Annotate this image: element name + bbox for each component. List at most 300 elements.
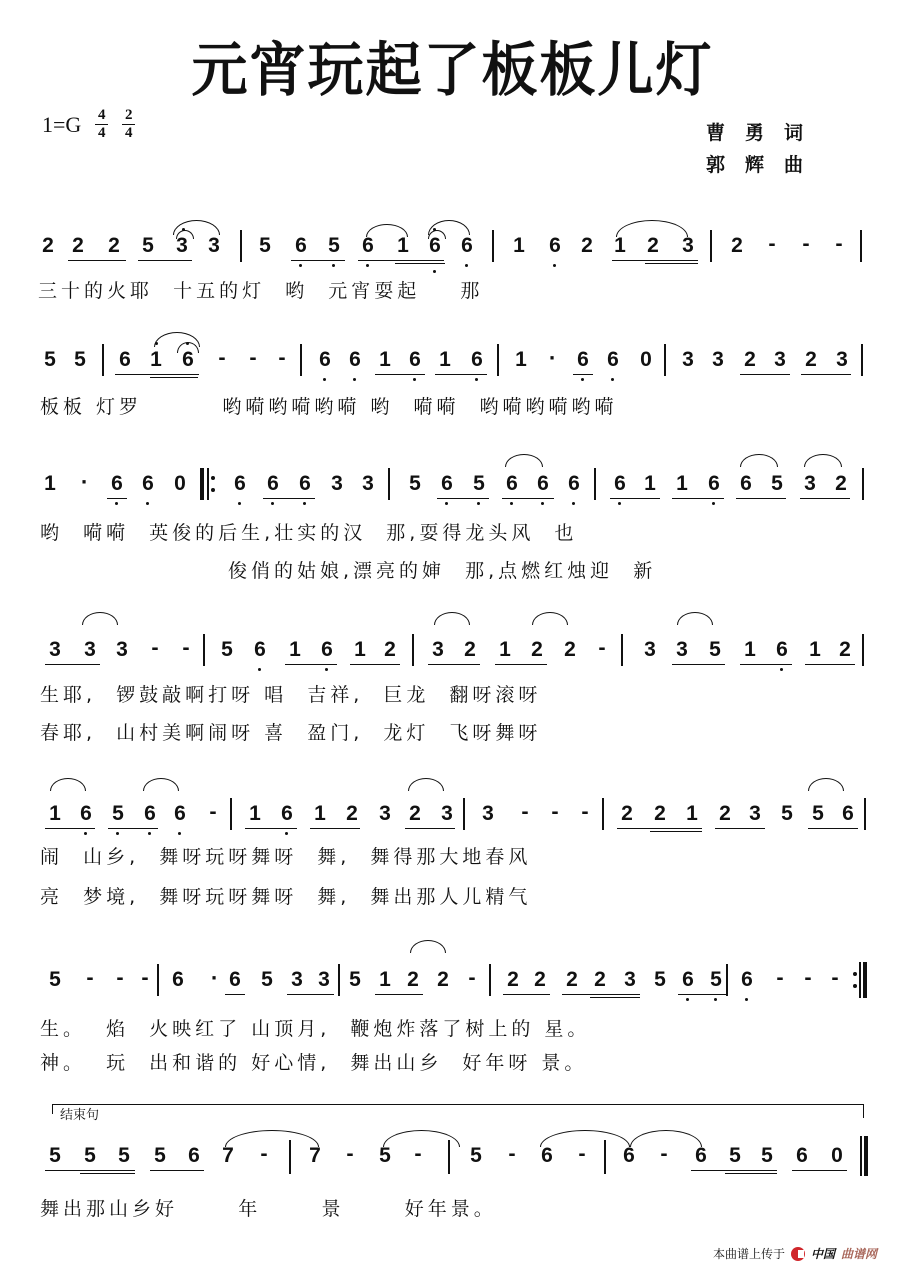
lyrics-verse-1: 哟 嗬嗬 英俊的后生,壮实的汉 那,耍得龙头风 也 xyxy=(40,522,578,544)
octave-dot xyxy=(238,502,241,505)
note: 2 xyxy=(621,802,633,825)
note: 5 xyxy=(781,802,793,825)
note: 6 xyxy=(229,968,241,991)
note: 5 xyxy=(49,968,61,991)
beam-underline xyxy=(617,828,702,829)
note-extension: - xyxy=(218,348,226,369)
beam-underline xyxy=(287,994,334,995)
key-signature xyxy=(42,108,135,141)
beam-underline xyxy=(350,664,400,665)
note-extension: - xyxy=(249,348,257,369)
note: 3 xyxy=(432,638,444,661)
note: 5 xyxy=(761,1144,773,1167)
beam-underline xyxy=(45,828,95,829)
note: 2 xyxy=(839,638,851,661)
key-label: 1=G xyxy=(42,111,82,137)
barline xyxy=(710,230,712,262)
note: 3 xyxy=(682,348,694,371)
note: 3 xyxy=(836,348,848,371)
note: 6 xyxy=(267,472,279,495)
note: 6 xyxy=(776,638,788,661)
octave-dot xyxy=(572,502,575,505)
note: 6 xyxy=(172,968,184,991)
lyrics-verse-2: 亮 梦境, 舞呀玩呀舞呀 舞, 舞出那人儿精气 xyxy=(40,886,532,908)
note: 5 xyxy=(470,1144,482,1167)
note-extension: - xyxy=(116,968,124,989)
time-signature-2-4: $\frac{2}{4}$ xyxy=(122,108,135,141)
barline xyxy=(203,634,205,666)
octave-dot xyxy=(285,832,288,835)
note: 0 xyxy=(640,348,652,371)
note: 6 xyxy=(842,802,854,825)
note-extension: - xyxy=(209,802,217,823)
beam-underline xyxy=(150,377,198,378)
song-title: 元宵玩起了板板儿灯 xyxy=(191,36,714,105)
barline xyxy=(621,634,623,666)
beam-underline xyxy=(590,997,640,998)
octave-dot xyxy=(541,502,544,505)
barline xyxy=(492,230,494,262)
beam-underline xyxy=(715,828,765,829)
note: 2 xyxy=(384,638,396,661)
note: 2 xyxy=(42,234,54,257)
octave-dot xyxy=(611,378,614,381)
beam-underline xyxy=(45,664,100,665)
note: 6 xyxy=(142,472,154,495)
barline xyxy=(861,344,863,376)
note-extension: - xyxy=(260,1144,268,1165)
note-extension: - xyxy=(802,234,810,255)
note: 2 xyxy=(731,234,743,257)
note: 5 xyxy=(74,348,86,371)
barline xyxy=(860,230,862,262)
upload-text: 本曲谱上传于 xyxy=(713,1247,786,1261)
beam-underline xyxy=(358,260,444,261)
note: 3 xyxy=(291,968,303,991)
beam-underline xyxy=(800,498,850,499)
final-barline xyxy=(200,468,204,500)
note-extension: - xyxy=(151,638,159,659)
octave-dot xyxy=(445,502,448,505)
note: 6 xyxy=(144,802,156,825)
note: 3 xyxy=(624,968,636,991)
note-extension: - xyxy=(141,968,149,989)
beam-underline xyxy=(437,498,489,499)
site-name-part2: 曲谱网 xyxy=(841,1247,878,1261)
note: 6 xyxy=(740,472,752,495)
repeat-dot xyxy=(853,984,857,988)
note-extension: · xyxy=(210,968,218,989)
note: 6 xyxy=(119,348,131,371)
note: 1 xyxy=(513,234,525,257)
beam-underline xyxy=(428,664,480,665)
note: 6 xyxy=(695,1144,707,1167)
note-extension: - xyxy=(278,348,286,369)
beam-underline xyxy=(612,260,698,261)
barline xyxy=(604,1140,606,1174)
octave-dot xyxy=(299,264,302,267)
note: 6 xyxy=(623,1144,635,1167)
slur xyxy=(677,612,713,625)
note: 3 xyxy=(362,472,374,495)
note: 1 xyxy=(644,472,656,495)
beam-underline xyxy=(740,664,792,665)
barline xyxy=(338,964,340,996)
note: 6 xyxy=(254,638,266,661)
repeat-dot xyxy=(211,476,215,480)
note: 2 xyxy=(566,968,578,991)
beam-underline xyxy=(405,828,455,829)
lyrics-verse-2: 春耶, 山村美啊闹呀 喜 盈门, 龙灯 飞呀舞呀 xyxy=(40,722,542,744)
note: 6 xyxy=(682,968,694,991)
octave-dot xyxy=(116,832,119,835)
beam-underline xyxy=(150,1170,204,1171)
beam-underline xyxy=(672,498,724,499)
barline xyxy=(388,468,390,500)
note: 1 xyxy=(314,802,326,825)
beam-underline xyxy=(375,994,423,995)
note-extension: - xyxy=(508,1144,516,1165)
note: 3 xyxy=(331,472,343,495)
note: 5 xyxy=(261,968,273,991)
note: 5 xyxy=(710,968,722,991)
beam-underline xyxy=(610,498,660,499)
slur xyxy=(82,612,118,625)
note: 7 xyxy=(309,1144,321,1167)
beam-underline xyxy=(808,828,858,829)
barline xyxy=(412,634,414,666)
octave-dot xyxy=(618,502,621,505)
octave-dot xyxy=(477,502,480,505)
note: 1 xyxy=(379,968,391,991)
note-extension: - xyxy=(521,802,529,823)
note: 5 xyxy=(379,1144,391,1167)
note: 2 xyxy=(531,638,543,661)
beam-underline xyxy=(375,374,425,375)
note: 1 xyxy=(809,638,821,661)
beam-underline xyxy=(68,260,126,261)
note: 6 xyxy=(607,348,619,371)
note-extension: - xyxy=(804,968,812,989)
note: 1 xyxy=(499,638,511,661)
octave-dot xyxy=(510,502,513,505)
note: 3 xyxy=(379,802,391,825)
beam-underline xyxy=(138,260,192,261)
slur xyxy=(50,778,86,791)
note: 2 xyxy=(744,348,756,371)
note: 1 xyxy=(686,802,698,825)
octave-dot xyxy=(745,998,748,1001)
beam-underline xyxy=(245,828,297,829)
note-extension: - xyxy=(182,638,190,659)
note: 6 xyxy=(471,348,483,371)
note-extension: - xyxy=(414,1144,422,1165)
barline xyxy=(602,798,604,830)
note: 6 xyxy=(441,472,453,495)
note: 6 xyxy=(506,472,518,495)
note: 5 xyxy=(154,1144,166,1167)
note: 6 xyxy=(234,472,246,495)
beam-underline xyxy=(225,994,245,995)
note-extension: · xyxy=(80,472,88,493)
note: 5 xyxy=(84,1144,96,1167)
barline xyxy=(289,1140,291,1174)
note: 2 xyxy=(407,968,419,991)
note: 5 xyxy=(771,472,783,495)
octave-dot xyxy=(780,668,783,671)
note: 0 xyxy=(174,472,186,495)
note: 1 xyxy=(49,802,61,825)
note-extension: - xyxy=(86,968,94,989)
note: 6 xyxy=(299,472,311,495)
octave-dot xyxy=(413,378,416,381)
note-extension: - xyxy=(346,1144,354,1165)
note: 5 xyxy=(328,234,340,257)
note: 6 xyxy=(429,234,441,257)
note: 6 xyxy=(577,348,589,371)
beam-underline xyxy=(108,828,158,829)
note: 1 xyxy=(744,638,756,661)
note: 6 xyxy=(349,348,361,371)
beam-underline xyxy=(678,994,726,995)
site-name-part1: 中国 xyxy=(811,1247,836,1261)
note: 6 xyxy=(295,234,307,257)
barline xyxy=(664,344,666,376)
note: 5 xyxy=(812,802,824,825)
slur xyxy=(143,778,179,791)
note: 6 xyxy=(409,348,421,371)
note: 2 xyxy=(654,802,666,825)
note-extension: · xyxy=(548,348,556,369)
note: 1 xyxy=(354,638,366,661)
note: 5 xyxy=(729,1144,741,1167)
beam-underline xyxy=(740,374,790,375)
barline xyxy=(240,230,242,262)
note: 2 xyxy=(464,638,476,661)
barline xyxy=(859,962,861,998)
beam-underline xyxy=(435,374,487,375)
note: 1 xyxy=(515,348,527,371)
note: 6 xyxy=(549,234,561,257)
note: 6 xyxy=(541,1144,553,1167)
note: 1 xyxy=(614,234,626,257)
octave-dot xyxy=(475,378,478,381)
repeat-dot xyxy=(211,488,215,492)
note: 5 xyxy=(409,472,421,495)
note: 5 xyxy=(112,802,124,825)
note: 6 xyxy=(80,802,92,825)
lyrics-verse-1: 闹 山乡, 舞呀玩呀舞呀 舞, 舞得那大地春风 xyxy=(40,846,532,868)
slur xyxy=(740,454,778,467)
note: 3 xyxy=(318,968,330,991)
note: 6 xyxy=(796,1144,808,1167)
note: 3 xyxy=(644,638,656,661)
octave-dot xyxy=(155,342,158,345)
note: 1 xyxy=(44,472,56,495)
barline xyxy=(448,1140,450,1174)
barline xyxy=(157,964,159,996)
octave-dot xyxy=(148,832,151,835)
octave-dot xyxy=(325,668,328,671)
beam-underline xyxy=(573,374,593,375)
note: 0 xyxy=(831,1144,843,1167)
note: 1 xyxy=(439,348,451,371)
beam-underline xyxy=(725,1173,777,1174)
note: 2 xyxy=(835,472,847,495)
barline xyxy=(207,468,209,500)
note: 3 xyxy=(49,638,61,661)
lyrics-verse-1: 板板 灯罗 哟嗬哟嗬哟嗬 哟 嗬嗬 哟嗬哟嗬哟嗬 xyxy=(40,396,618,418)
note-extension: - xyxy=(768,234,776,255)
slur xyxy=(434,612,470,625)
note: 5 xyxy=(473,472,485,495)
repeat-dot xyxy=(853,972,857,976)
barline xyxy=(102,344,104,376)
slur xyxy=(532,612,568,625)
octave-dot xyxy=(553,264,556,267)
note: 3 xyxy=(804,472,816,495)
note: 3 xyxy=(774,348,786,371)
slur xyxy=(408,778,444,791)
note: 6 xyxy=(741,968,753,991)
note: 2 xyxy=(437,968,449,991)
beam-underline xyxy=(645,263,698,264)
beam-underline xyxy=(495,664,547,665)
barline xyxy=(300,344,302,376)
barline xyxy=(594,468,596,500)
note: 3 xyxy=(682,234,694,257)
note: 1 xyxy=(150,348,162,371)
note-extension: - xyxy=(578,1144,586,1165)
coda-label: 结束句 xyxy=(60,1108,100,1123)
site-logo-icon xyxy=(791,1247,805,1261)
note: 3 xyxy=(482,802,494,825)
note-extension: - xyxy=(551,802,559,823)
note: 6 xyxy=(461,234,473,257)
note: 6 xyxy=(174,802,186,825)
note: 2 xyxy=(719,802,731,825)
note-extension: - xyxy=(660,1144,668,1165)
barline xyxy=(862,634,864,666)
beam-underline xyxy=(285,664,337,665)
note: 2 xyxy=(409,802,421,825)
lyrics-verse-1: 生。 焰 火映红了 山顶月, 鞭炮炸落了树上的 星。 xyxy=(40,1018,591,1040)
note-extension: - xyxy=(831,968,839,989)
note: 6 xyxy=(281,802,293,825)
note: 2 xyxy=(647,234,659,257)
note-extension: - xyxy=(598,638,606,659)
note: 5 xyxy=(142,234,154,257)
beam-underline xyxy=(801,374,851,375)
beam-underline xyxy=(562,994,640,995)
note: 3 xyxy=(712,348,724,371)
beam-underline xyxy=(310,828,360,829)
note-extension: - xyxy=(581,802,589,823)
note: 3 xyxy=(176,234,188,257)
octave-dot xyxy=(84,832,87,835)
barline xyxy=(862,468,864,500)
note: 3 xyxy=(749,802,761,825)
note: 2 xyxy=(108,234,120,257)
octave-dot xyxy=(186,342,189,345)
octave-dot xyxy=(465,264,468,267)
note: 5 xyxy=(118,1144,130,1167)
note: 6 xyxy=(537,472,549,495)
beam-underline xyxy=(80,1173,135,1174)
note: 5 xyxy=(49,1144,61,1167)
slur xyxy=(505,454,543,467)
note: 2 xyxy=(564,638,576,661)
octave-dot xyxy=(323,378,326,381)
octave-dot xyxy=(182,228,185,231)
note: 1 xyxy=(676,472,688,495)
note: 6 xyxy=(319,348,331,371)
barline xyxy=(864,798,866,830)
octave-dot xyxy=(433,228,436,231)
octave-dot xyxy=(115,502,118,505)
barline xyxy=(726,964,728,996)
octave-dot xyxy=(271,502,274,505)
note: 3 xyxy=(116,638,128,661)
barline xyxy=(463,798,465,830)
beam-underline xyxy=(672,664,725,665)
lyrics-verse-1: 生耶, 锣鼓敲啊打呀 唱 吉祥, 巨龙 翻呀滚呀 xyxy=(40,684,542,706)
note: 6 xyxy=(568,472,580,495)
octave-dot xyxy=(178,832,181,835)
octave-dot xyxy=(433,270,436,273)
lyrics-verse-2: 神。 玩 出和谐的 好心情, 舞出山乡 好年呀 景。 xyxy=(40,1052,588,1074)
note: 2 xyxy=(581,234,593,257)
note: 3 xyxy=(84,638,96,661)
note: 2 xyxy=(805,348,817,371)
octave-dot xyxy=(366,264,369,267)
beam-underline xyxy=(263,498,315,499)
note: 1 xyxy=(379,348,391,371)
note: 6 xyxy=(188,1144,200,1167)
barline xyxy=(489,964,491,996)
octave-dot xyxy=(332,264,335,267)
note: 5 xyxy=(221,638,233,661)
note: 6 xyxy=(708,472,720,495)
note: 5 xyxy=(44,348,56,371)
beam-underline xyxy=(736,498,786,499)
final-barline xyxy=(863,962,867,998)
note: 5 xyxy=(709,638,721,661)
note: 1 xyxy=(249,802,261,825)
octave-dot xyxy=(712,502,715,505)
slur xyxy=(410,940,446,953)
note: 2 xyxy=(534,968,546,991)
beam-underline xyxy=(45,1170,135,1171)
slur xyxy=(804,454,842,467)
note: 2 xyxy=(346,802,358,825)
note: 5 xyxy=(349,968,361,991)
octave-dot xyxy=(686,998,689,1001)
octave-dot xyxy=(258,668,261,671)
note-extension: - xyxy=(835,234,843,255)
note: 5 xyxy=(654,968,666,991)
coda-bracket xyxy=(52,1104,864,1105)
beam-underline xyxy=(792,1170,847,1171)
beam-underline xyxy=(650,831,702,832)
beam-underline xyxy=(503,994,550,995)
note: 1 xyxy=(289,638,301,661)
lyrics-verse-2: 俊俏的姑娘,漂亮的婶 那,点燃红烛迎 新 xyxy=(228,560,657,582)
lyrics-verse-1: 三十的火耶 十五的灯 哟 元宵耍起 那 xyxy=(38,280,484,302)
composer-credit: 郭辉曲 xyxy=(706,154,824,176)
note: 3 xyxy=(676,638,688,661)
note: 3 xyxy=(208,234,220,257)
